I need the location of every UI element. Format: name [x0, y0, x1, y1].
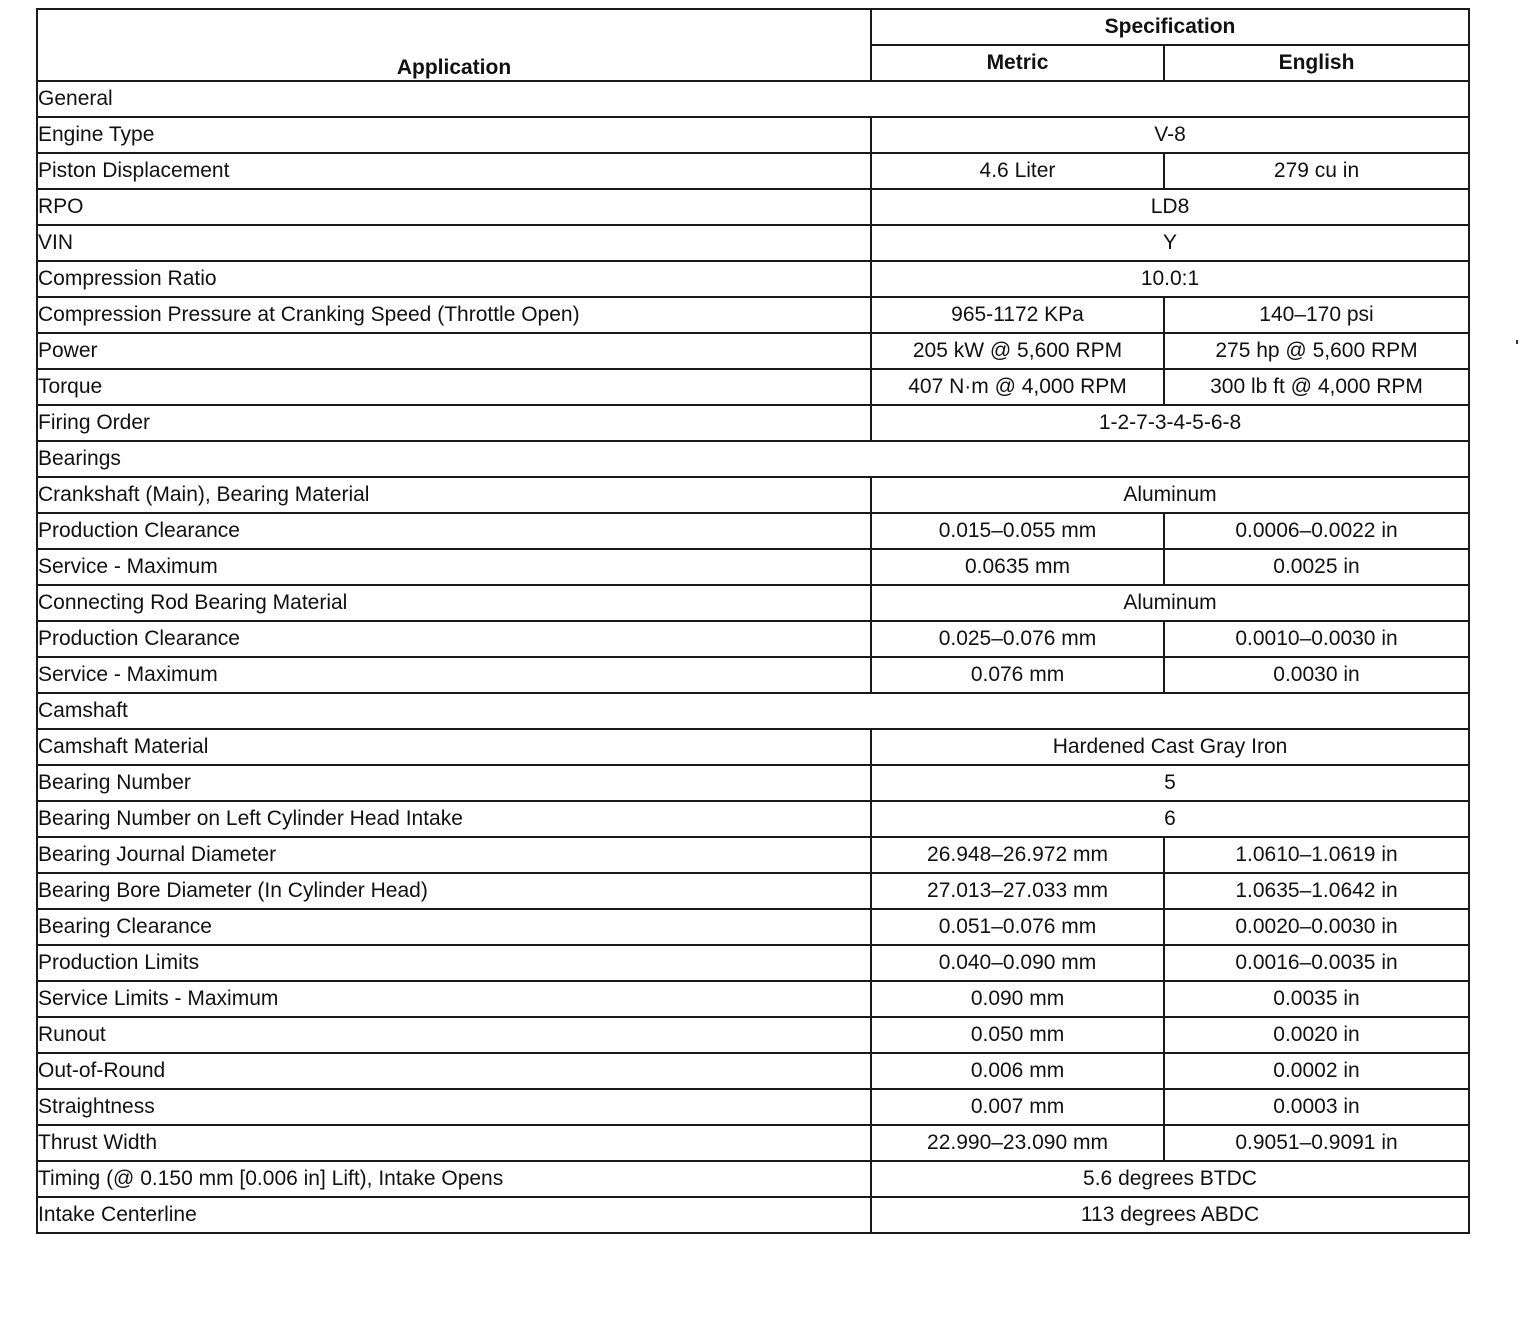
table-row	[37, 909, 1469, 945]
section-row	[37, 693, 1469, 729]
table-row	[37, 477, 1469, 513]
metric-value: 4.6 Liter	[871, 153, 1164, 189]
table-row	[37, 1197, 1469, 1233]
row-label: Out-of-Round	[37, 1053, 871, 1089]
section-row	[37, 81, 1469, 117]
row-label: Straightness	[37, 1089, 871, 1125]
row-label: Torque	[37, 369, 871, 405]
english-value: 0.0016–0.0035 in	[1164, 945, 1469, 981]
row-label: Production Clearance	[37, 513, 871, 549]
table-row	[37, 1053, 1469, 1089]
table-row	[37, 621, 1469, 657]
row-label: Bearing Number on Left Cylinder Head Intake	[37, 801, 871, 837]
row-label: Service - Maximum	[37, 657, 871, 693]
english-value: 0.0006–0.0022 in	[1164, 513, 1469, 549]
section-row	[37, 441, 1469, 477]
table-row	[37, 981, 1469, 1017]
metric-value: 205 kW @ 5,600 RPM	[871, 333, 1164, 369]
row-label: Service Limits - Maximum	[37, 981, 871, 1017]
english-value: 275 hp @ 5,600 RPM	[1164, 333, 1469, 369]
table-row	[37, 1125, 1469, 1161]
row-label: Camshaft Material	[37, 729, 871, 765]
english-value: 0.0003 in	[1164, 1089, 1469, 1125]
scan-mark	[1516, 340, 1518, 344]
table-body	[37, 81, 1469, 1233]
english-value: 0.0002 in	[1164, 1053, 1469, 1089]
row-label: Compression Pressure at Cranking Speed (Throttle Open)	[37, 297, 871, 333]
application-column-header: Application	[37, 9, 871, 81]
english-value: 1.0610–1.0619 in	[1164, 837, 1469, 873]
table-row	[37, 189, 1469, 225]
table-row	[37, 945, 1469, 981]
metric-value: 0.015–0.055 mm	[871, 513, 1164, 549]
spec-value: 5.6 degrees BTDC	[871, 1161, 1469, 1197]
spec-value: V-8	[871, 117, 1469, 153]
table-row	[37, 261, 1469, 297]
metric-value: 0.0635 mm	[871, 549, 1164, 585]
metric-value: 27.013–27.033 mm	[871, 873, 1164, 909]
english-value: 0.0025 in	[1164, 549, 1469, 585]
metric-value: 22.990–23.090 mm	[871, 1125, 1164, 1161]
section-title: General	[37, 81, 1469, 117]
metric-value: 0.051–0.076 mm	[871, 909, 1164, 945]
row-label: Runout	[37, 1017, 871, 1053]
table-row	[37, 117, 1469, 153]
row-label: Bearing Clearance	[37, 909, 871, 945]
metric-value: 0.090 mm	[871, 981, 1164, 1017]
row-label: Connecting Rod Bearing Material	[37, 585, 871, 621]
specification-column-header: Specification	[871, 9, 1469, 45]
english-value: 1.0635–1.0642 in	[1164, 873, 1469, 909]
spec-value: 6	[871, 801, 1469, 837]
english-value: 300 lb ft @ 4,000 RPM	[1164, 369, 1469, 405]
table-row	[37, 729, 1469, 765]
spec-value: LD8	[871, 189, 1469, 225]
spec-value: Y	[871, 225, 1469, 261]
spec-value: Aluminum	[871, 585, 1469, 621]
section-title: Camshaft	[37, 693, 1469, 729]
header-row-top	[37, 9, 1469, 45]
table-row	[37, 1161, 1469, 1197]
table-row	[37, 837, 1469, 873]
row-label: Timing (@ 0.150 mm [0.006 in] Lift), Intake Opens	[37, 1161, 871, 1197]
table-row	[37, 297, 1469, 333]
table-row	[37, 657, 1469, 693]
metric-value: 0.006 mm	[871, 1053, 1164, 1089]
row-label: Firing Order	[37, 405, 871, 441]
section-title: Bearings	[37, 441, 1469, 477]
row-label: RPO	[37, 189, 871, 225]
english-value: 279 cu in	[1164, 153, 1469, 189]
row-label: Production Clearance	[37, 621, 871, 657]
metric-value: 965-1172 KPa	[871, 297, 1164, 333]
table-row	[37, 333, 1469, 369]
spec-value: 113 degrees ABDC	[871, 1197, 1469, 1233]
english-value: 0.0020–0.0030 in	[1164, 909, 1469, 945]
table-row	[37, 405, 1469, 441]
metric-column-header: Metric	[871, 45, 1164, 81]
spec-value: 5	[871, 765, 1469, 801]
row-label: Crankshaft (Main), Bearing Material	[37, 477, 871, 513]
metric-value: 26.948–26.972 mm	[871, 837, 1164, 873]
row-label: Bearing Journal Diameter	[37, 837, 871, 873]
english-value: 0.0030 in	[1164, 657, 1469, 693]
table-row	[37, 1089, 1469, 1125]
row-label: Bearing Number	[37, 765, 871, 801]
english-value: 0.0020 in	[1164, 1017, 1469, 1053]
table-row	[37, 1017, 1469, 1053]
english-column-header: English	[1164, 45, 1469, 81]
table-row	[37, 549, 1469, 585]
spec-value: Aluminum	[871, 477, 1469, 513]
table-row	[37, 513, 1469, 549]
english-value: 0.0010–0.0030 in	[1164, 621, 1469, 657]
metric-value: 0.050 mm	[871, 1017, 1164, 1053]
metric-value: 0.040–0.090 mm	[871, 945, 1164, 981]
row-label: Thrust Width	[37, 1125, 871, 1161]
row-label: Piston Displacement	[37, 153, 871, 189]
table-row	[37, 225, 1469, 261]
row-label: VIN	[37, 225, 871, 261]
table-row	[37, 153, 1469, 189]
english-value: 0.9051–0.9091 in	[1164, 1125, 1469, 1161]
spec-value: 1-2-7-3-4-5-6-8	[871, 405, 1469, 441]
metric-value: 407 N·m @ 4,000 RPM	[871, 369, 1164, 405]
row-label: Engine Type	[37, 117, 871, 153]
metric-value: 0.025–0.076 mm	[871, 621, 1164, 657]
english-value: 140–170 psi	[1164, 297, 1469, 333]
row-label: Compression Ratio	[37, 261, 871, 297]
table-header	[37, 9, 1469, 81]
row-label: Service - Maximum	[37, 549, 871, 585]
specification-table	[36, 8, 1470, 1234]
table-row	[37, 765, 1469, 801]
row-label: Bearing Bore Diameter (In Cylinder Head)	[37, 873, 871, 909]
table-row	[37, 873, 1469, 909]
table-row	[37, 585, 1469, 621]
table-row	[37, 369, 1469, 405]
spec-value: Hardened Cast Gray Iron	[871, 729, 1469, 765]
spec-value: 10.0:1	[871, 261, 1469, 297]
table-row	[37, 801, 1469, 837]
row-label: Production Limits	[37, 945, 871, 981]
row-label: Power	[37, 333, 871, 369]
metric-value: 0.076 mm	[871, 657, 1164, 693]
metric-value: 0.007 mm	[871, 1089, 1164, 1125]
english-value: 0.0035 in	[1164, 981, 1469, 1017]
row-label: Intake Centerline	[37, 1197, 871, 1233]
